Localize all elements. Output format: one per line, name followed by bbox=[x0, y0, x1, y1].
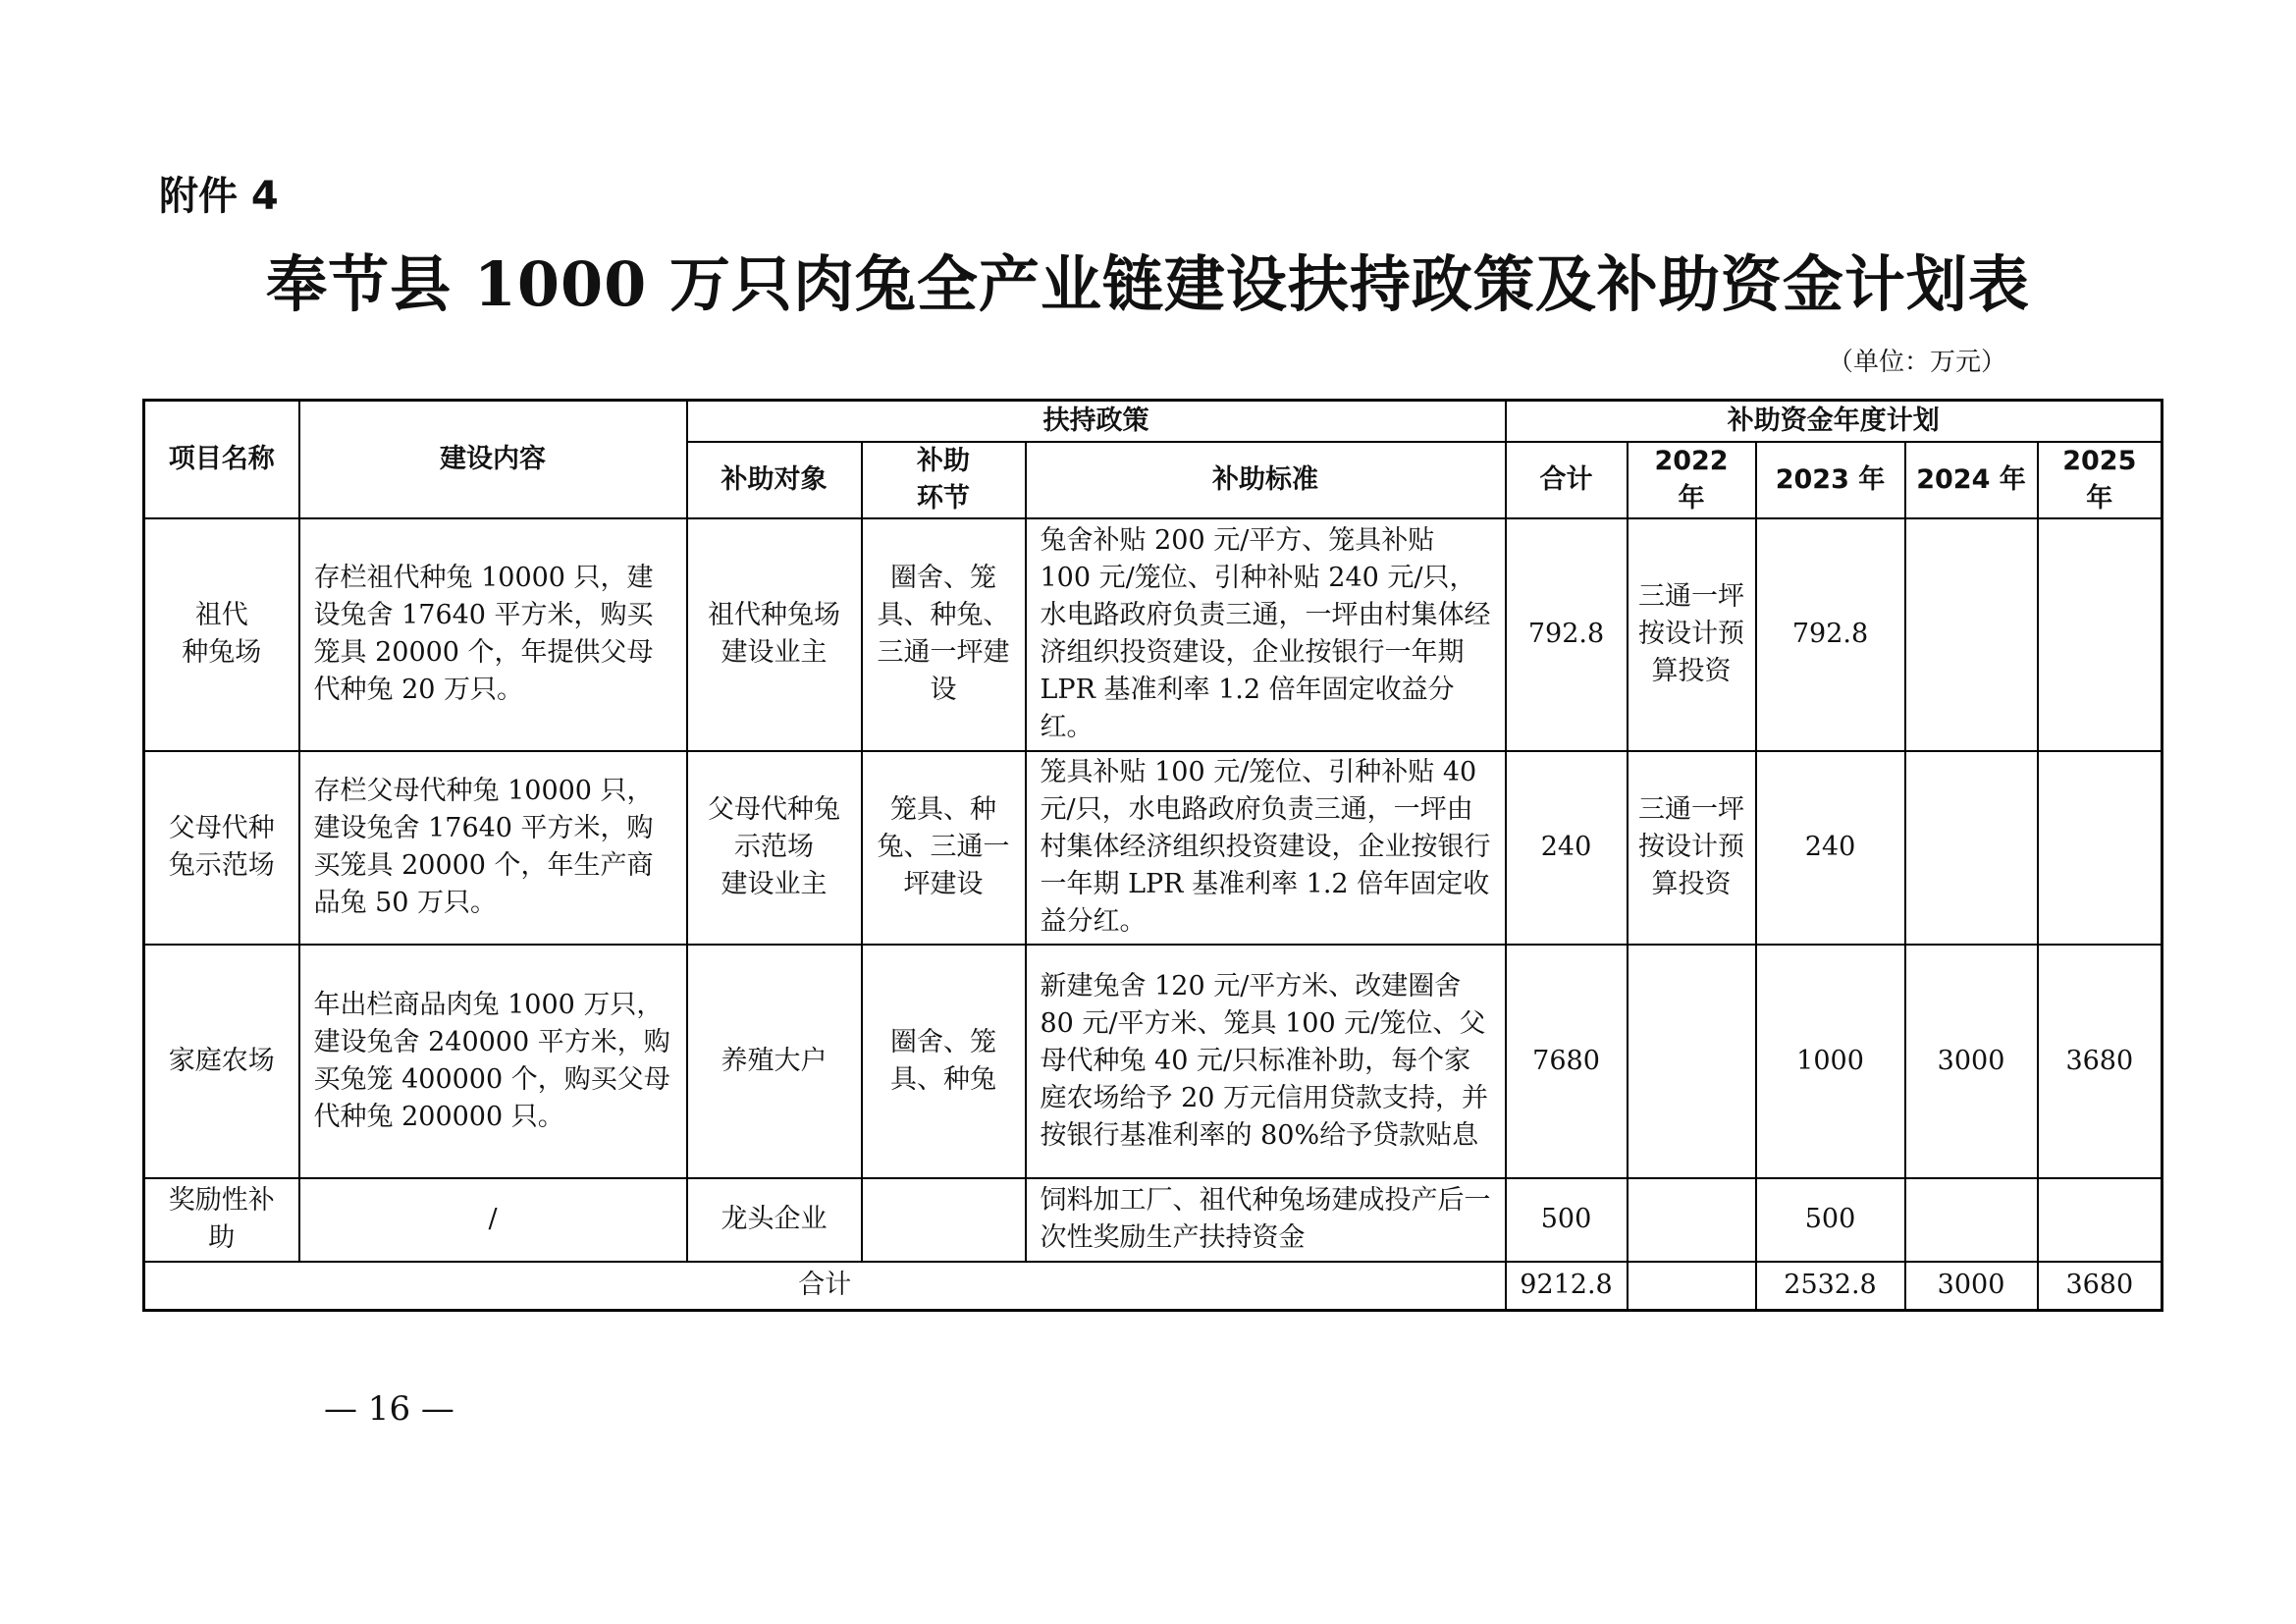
header-2024: 2024 年 bbox=[1905, 442, 2038, 518]
row-content: 年出栏商品肉兔 1000 万只，建设兔舍 240000 平方米，购买兔笼 400000 个，购买父母代种兔 200000 只。 bbox=[299, 945, 687, 1178]
header-plan-group: 补助资金年度计划 bbox=[1506, 401, 2163, 442]
row-standard: 饲料加工厂、祖代种兔场建成投产后一次性奖励生产扶持资金 bbox=[1026, 1178, 1506, 1262]
row-stage: 笼具、种兔、三通一坪建设 bbox=[862, 751, 1026, 945]
row-standard: 新建兔舍 120 元/平方米、改建圈舍 80 元/平方米、笼具 100 元/笼位、父母代种兔 40 元/只标准补助，每个家庭农场给予 20 万元信用贷款支持，并按银行基准利率的 80%给予贷款贴息 bbox=[1026, 945, 1506, 1178]
row-2022: 三通一坪按设计预算投资 bbox=[1628, 751, 1756, 945]
row-content: 存栏祖代种兔 10000 只，建设兔舍 17640 平方米，购买笼具 20000 个，年提供父母代种兔 20 万只。 bbox=[299, 518, 687, 751]
row-name: 家庭农场 bbox=[144, 945, 299, 1178]
row-target: 祖代种兔场 建设业主 bbox=[687, 518, 862, 751]
header-2023: 2023 年 bbox=[1756, 442, 1905, 518]
header-policy-group: 扶持政策 bbox=[687, 401, 1506, 442]
row-2024 bbox=[1905, 1178, 2038, 1262]
header-construction: 建设内容 bbox=[299, 401, 687, 518]
header-standard: 补助标准 bbox=[1026, 442, 1506, 518]
table-row bbox=[144, 751, 2163, 945]
row-name: 父母代种 兔示范场 bbox=[144, 751, 299, 945]
table-row bbox=[144, 518, 2163, 751]
row-total: 7680 bbox=[1506, 945, 1628, 1178]
row-2023: 792.8 bbox=[1756, 518, 1905, 751]
page-number: — 16 — bbox=[324, 1389, 454, 1429]
sum-2022 bbox=[1628, 1262, 1756, 1311]
row-2023: 240 bbox=[1756, 751, 1905, 945]
header-2025: 2025 年 bbox=[2038, 442, 2163, 518]
row-standard: 兔舍补贴 200 元/平方、笼具补贴 100 元/笼位、引种补贴 240 元/只，水电路政府负责三通，一坪由村集体经济组织投资建设，企业按银行一年期 LPR 基准利率 1.2 倍年固定收益分红。 bbox=[1026, 518, 1506, 751]
header-project-name: 项目名称 bbox=[144, 401, 299, 518]
row-total: 500 bbox=[1506, 1178, 1628, 1262]
row-standard: 笼具补贴 100 元/笼位、引种补贴 40 元/只，水电路政府负责三通，一坪由村集体经济组织投资建设，企业按银行一年期 LPR 基准利率 1.2 倍年固定收益分红。 bbox=[1026, 751, 1506, 945]
header-total: 合计 bbox=[1506, 442, 1628, 518]
row-2023: 1000 bbox=[1756, 945, 1905, 1178]
row-2025: 3680 bbox=[2038, 945, 2163, 1178]
row-target: 龙头企业 bbox=[687, 1178, 862, 1262]
attachment-label: 附件 4 bbox=[159, 174, 279, 219]
row-target: 养殖大户 bbox=[687, 945, 862, 1178]
row-2022: 三通一坪按设计预算投资 bbox=[1628, 518, 1756, 751]
row-stage: 圈舍、笼具、种兔 bbox=[862, 945, 1026, 1178]
document-title: 奉节县 1000 万只肉兔全产业链建设扶持政策及补助资金计划表 bbox=[266, 248, 2030, 320]
subsidy-plan-table bbox=[142, 399, 2163, 1312]
row-2025 bbox=[2038, 518, 2163, 751]
sum-2025: 3680 bbox=[2038, 1262, 2163, 1311]
sum-row bbox=[144, 1262, 2163, 1311]
header-target: 补助对象 bbox=[687, 442, 862, 518]
row-total: 240 bbox=[1506, 751, 1628, 945]
row-2025 bbox=[2038, 751, 2163, 945]
table-row bbox=[144, 1178, 2163, 1262]
row-stage: 圈舍、笼具、种兔、三通一坪建设 bbox=[862, 518, 1026, 751]
row-2025 bbox=[2038, 1178, 2163, 1262]
row-2024 bbox=[1905, 751, 2038, 945]
row-2024: 3000 bbox=[1905, 945, 2038, 1178]
row-2024 bbox=[1905, 518, 2038, 751]
sum-total: 9212.8 bbox=[1506, 1262, 1628, 1311]
table-row bbox=[144, 945, 2163, 1178]
sum-label: 合计 bbox=[144, 1262, 1506, 1311]
row-target: 父母代种兔 示范场 建设业主 bbox=[687, 751, 862, 945]
row-name: 祖代 种兔场 bbox=[144, 518, 299, 751]
unit-note: （单位：万元） bbox=[1827, 348, 2006, 377]
row-content: 存栏父母代种兔 10000 只，建设兔舍 17640 平方米，购买笼具 20000 个，年生产商品兔 50 万只。 bbox=[299, 751, 687, 945]
row-name: 奖励性补 助 bbox=[144, 1178, 299, 1262]
sum-2023: 2532.8 bbox=[1756, 1262, 1905, 1311]
row-content: / bbox=[299, 1178, 687, 1262]
row-total: 792.8 bbox=[1506, 518, 1628, 751]
sum-2024: 3000 bbox=[1905, 1262, 2038, 1311]
header-2022: 2022 年 bbox=[1628, 442, 1756, 518]
row-2022 bbox=[1628, 945, 1756, 1178]
header-stage: 补助 环节 bbox=[862, 442, 1026, 518]
row-2022 bbox=[1628, 1178, 1756, 1262]
row-2023: 500 bbox=[1756, 1178, 1905, 1262]
row-stage bbox=[862, 1178, 1026, 1262]
